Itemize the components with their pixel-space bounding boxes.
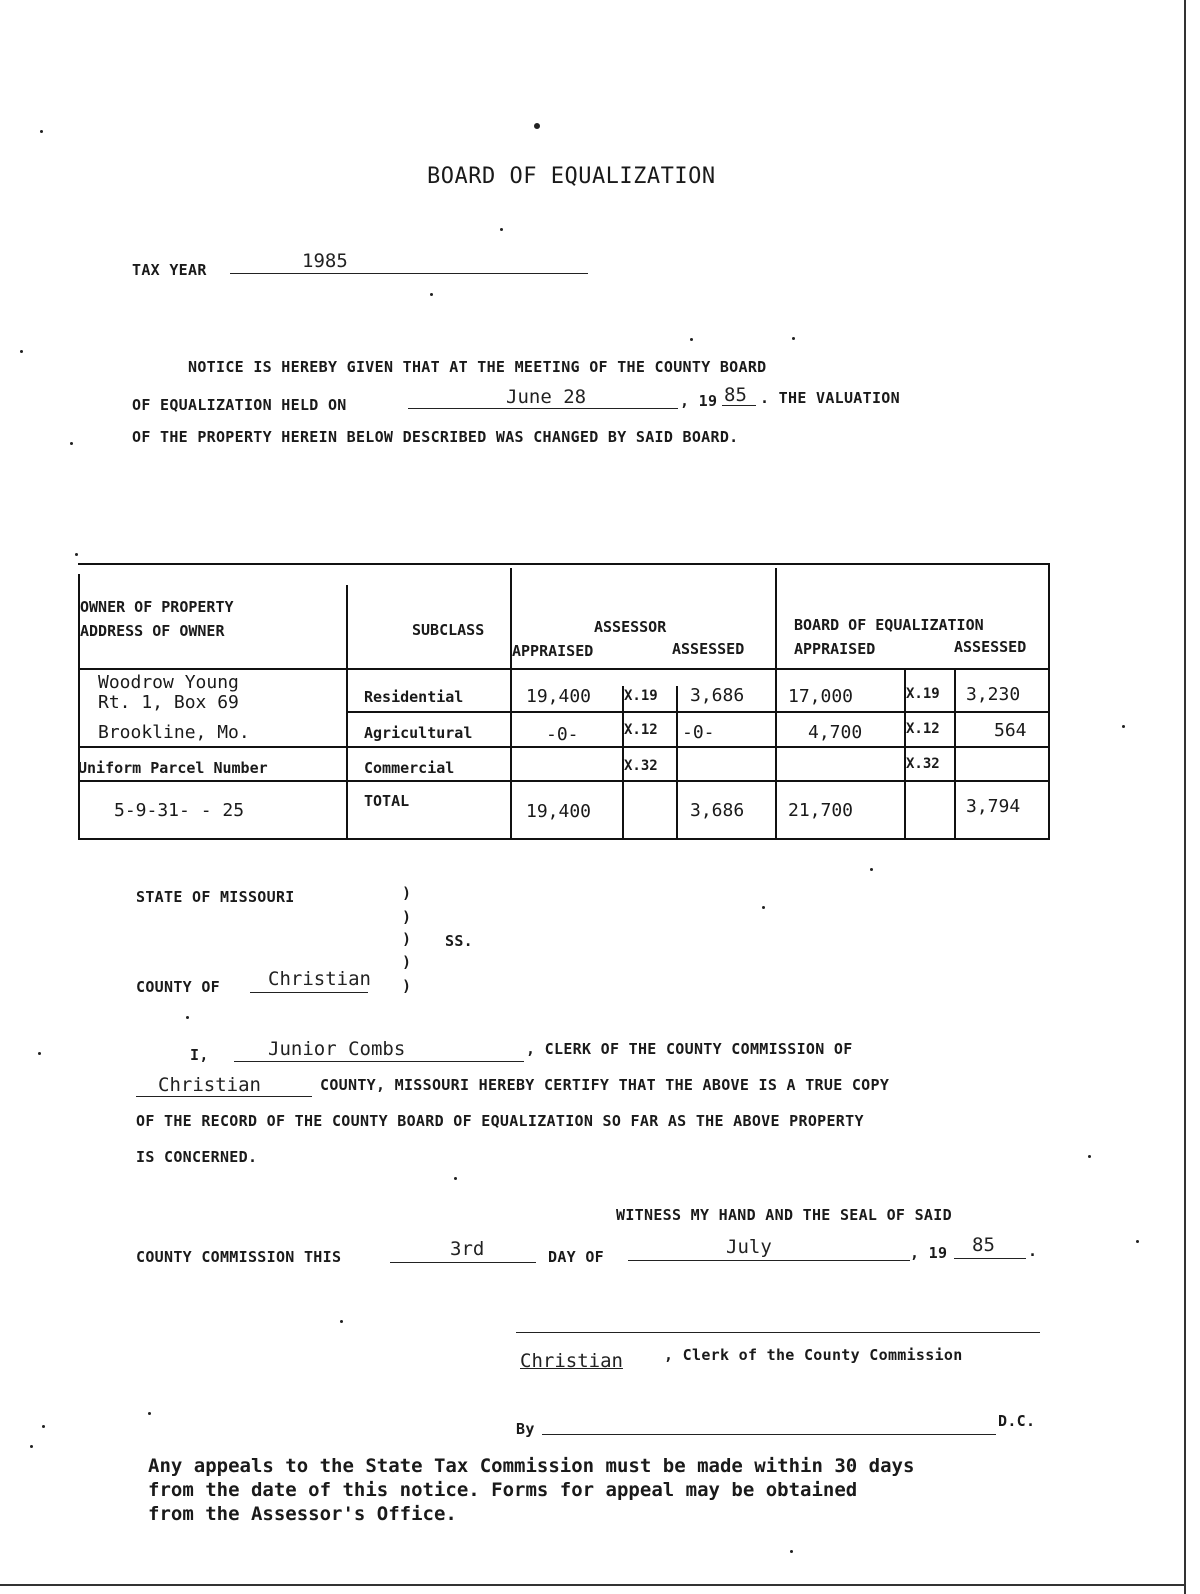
by-line [542, 1434, 996, 1435]
parcel-number: 5-9-31- - 25 [114, 800, 245, 821]
header-subclass: SUBCLASS [412, 621, 485, 639]
footer-line-1: Any appeals to the State Tax Commission must be made within 30 days [148, 1455, 915, 1477]
table-col-assessor [510, 568, 512, 840]
scan-speck [148, 1412, 151, 1415]
scan-speck [430, 293, 433, 296]
dc-label: D.C. [998, 1412, 1036, 1430]
day-of-label: DAY OF [548, 1248, 604, 1266]
page-title: BOARD OF EQUALIZATION [427, 164, 716, 189]
day-value: 3rd [450, 1238, 485, 1260]
row-1-assessor-rate: X.19 [624, 688, 658, 704]
tax-year-value: 1985 [302, 250, 348, 272]
scan-speck [20, 350, 23, 353]
header-owner-line-2: ADDRESS OF OWNER [80, 622, 225, 640]
row-1-board-rate: X.19 [906, 686, 940, 702]
clerk-name-value: Junior Combs [268, 1038, 406, 1060]
bracket-2: ) [402, 908, 412, 926]
header-assessor: ASSESSOR [594, 618, 667, 636]
owner-address-1: Rt. 1, Box 69 [98, 692, 239, 713]
meeting-date-line [408, 408, 678, 409]
row-total-label: TOTAL [364, 792, 410, 810]
owner-name: Woodrow Young [98, 672, 239, 693]
table-col-subclass [346, 585, 348, 840]
scan-speck [1122, 725, 1125, 728]
county2-value: Christian [158, 1074, 261, 1096]
meeting-year-value: 85 [724, 384, 747, 406]
row-2-assessor-assessed: -0- [682, 722, 715, 743]
cert-line-2: COUNTY, MISSOURI HEREBY CERTIFY THAT THE ABOVE IS A TRUE COPY [320, 1076, 890, 1094]
county-value: Christian [268, 968, 371, 990]
scan-speck [42, 1425, 45, 1428]
month-line [628, 1260, 910, 1261]
clerk-name-line [234, 1061, 524, 1062]
parcel-label: Uniform Parcel Number [78, 759, 268, 777]
header-assessor-assessed: ASSESSED [672, 640, 745, 658]
witness-year-line [954, 1258, 1026, 1259]
row-3-subclass: Commercial [364, 759, 455, 777]
meeting-year-prefix: , 19 [680, 392, 718, 410]
scan-speck [75, 553, 78, 556]
row-3-board-rate: X.32 [906, 756, 940, 772]
table-col-a-rate-right [676, 686, 678, 840]
notice-line-1: NOTICE IS HEREBY GIVEN THAT AT THE MEETING OF THE COUNTY BOARD [188, 358, 767, 376]
scan-speck [1088, 1155, 1091, 1158]
tax-year-line [230, 273, 588, 274]
row-1-subclass: Residential [364, 688, 464, 706]
county-label: COUNTY OF [136, 978, 220, 996]
page-edge-right [1184, 0, 1186, 1594]
header-board-assessed: ASSESSED [954, 638, 1027, 656]
witness-period: . [1028, 1242, 1038, 1260]
row-1-board-assessed: 3,230 [966, 684, 1021, 705]
county2-line [136, 1096, 312, 1097]
header-assessor-appraised: APPRAISED [512, 642, 594, 660]
row-total-assessor-appraised: 19,400 [526, 801, 592, 822]
clerk-title: , Clerk of the County Commission [664, 1346, 963, 1364]
by-label: By [516, 1420, 535, 1438]
footer-line-2: from the date of this notice. Forms for appeal may be obtained [148, 1479, 858, 1501]
scan-speck [186, 1016, 189, 1019]
cert-line-4: IS CONCERNED. [136, 1148, 258, 1166]
bracket-3: ) [402, 930, 412, 948]
day-line [390, 1262, 536, 1263]
signature-top-line [516, 1332, 1040, 1333]
ss-label: SS. [445, 932, 473, 950]
header-board-appraised: APPRAISED [794, 640, 876, 658]
row-2-assessor-rate: X.12 [624, 722, 658, 738]
row-total-board-appraised: 21,700 [788, 800, 854, 821]
month-value: July [726, 1236, 772, 1258]
witness-line: WITNESS MY HAND AND THE SEAL OF SAID [616, 1206, 952, 1224]
row-2-board-appraised: 4,700 [808, 722, 863, 743]
row-1-board-appraised: 17,000 [788, 686, 854, 707]
page-edge-bottom [0, 1584, 1186, 1586]
bracket-4: ) [402, 953, 412, 971]
owner-address-2: Brookline, Mo. [98, 722, 250, 743]
cert-line-3: OF THE RECORD OF THE COUNTY BOARD OF EQUALIZATION SO FAR AS THE ABOVE PROPERTY [136, 1112, 864, 1130]
cert-i-label: I, [190, 1046, 209, 1064]
bracket-5: ) [402, 977, 412, 995]
table-col-board [775, 568, 777, 840]
scan-speck [690, 338, 693, 341]
scan-speck [30, 1445, 33, 1448]
tax-year-label: TAX YEAR [132, 261, 207, 279]
scan-speck [38, 1052, 41, 1055]
signature-county: Christian [520, 1350, 623, 1372]
row-total-board-assessed: 3,794 [966, 796, 1021, 817]
scan-speck [1136, 1240, 1139, 1243]
header-board: BOARD OF EQUALIZATION [794, 616, 984, 634]
row-3-assessor-rate: X.32 [624, 758, 658, 774]
notice-line-2b: . THE VALUATION [760, 389, 900, 407]
row-1-assessor-assessed: 3,686 [690, 685, 745, 706]
scan-speck [340, 1320, 343, 1323]
commission-label: COUNTY COMMISSION THIS [136, 1248, 342, 1266]
notice-line-3: OF THE PROPERTY HEREIN BELOW DESCRIBED WAS CHANGED BY SAID BOARD. [132, 428, 739, 446]
scan-speck [534, 123, 540, 129]
scan-speck [500, 228, 503, 231]
clerk-text: , CLERK OF THE COUNTY COMMISSION OF [526, 1040, 853, 1058]
scan-speck [870, 868, 873, 871]
table-border-right [1048, 563, 1050, 840]
row-2-board-rate: X.12 [906, 721, 940, 737]
row-2-board-assessed: 564 [994, 720, 1027, 741]
scan-speck [792, 337, 795, 340]
scan-speck [40, 130, 43, 133]
notice-line-2a: OF EQUALIZATION HELD ON [132, 396, 347, 414]
row-2-subclass: Agricultural [364, 724, 473, 742]
scan-speck [454, 1177, 457, 1180]
state-label: STATE OF MISSOURI [136, 888, 295, 906]
meeting-date-value: June 28 [506, 386, 587, 408]
table-col-b-rate-right [954, 668, 956, 840]
row-1-assessor-appraised: 19,400 [526, 686, 592, 707]
footer-line-3: from the Assessor's Office. [148, 1503, 457, 1525]
county-line [250, 992, 368, 993]
table-border-top [78, 563, 1050, 565]
witness-year-value: 85 [972, 1234, 995, 1256]
row-total-assessor-assessed: 3,686 [690, 800, 745, 821]
table-rule-row1 [346, 711, 1050, 713]
witness-year-prefix: , 19 [910, 1244, 948, 1262]
header-owner-line-1: OWNER OF PROPERTY [80, 598, 234, 616]
bracket-1: ) [402, 884, 412, 902]
scan-speck [70, 442, 73, 445]
scan-speck [762, 906, 765, 909]
scan-speck [790, 1550, 793, 1553]
row-2-assessor-appraised: -0- [546, 724, 579, 745]
